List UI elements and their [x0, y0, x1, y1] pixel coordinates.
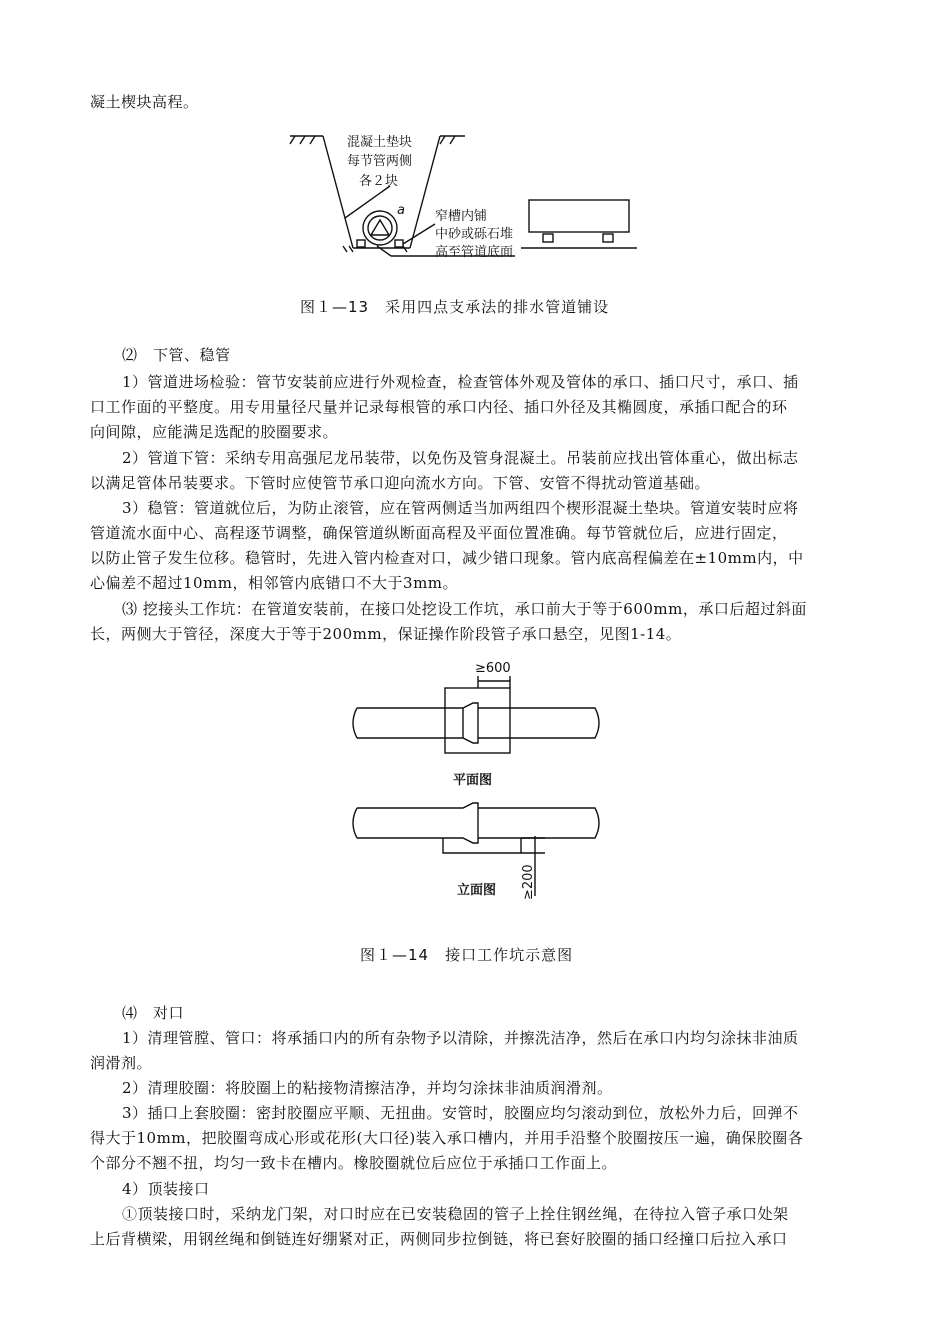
dimension-label: ≥600: [475, 661, 511, 676]
text-line: 上后背横梁，用钢丝绳和倒链连好绷紧对正，两侧同步拉倒链，将已套好胶圈的插口经撞口后拉入承口: [90, 1230, 788, 1248]
text-line: 管道流水面中心、高程逐节调整，确保管道纵断面高程及平面位置准确。每节管就位后，应进行固定，: [90, 524, 788, 542]
plan-view-label: 平面图: [453, 773, 493, 788]
fig13-label: 中砂或砾石堆: [435, 227, 514, 242]
text-line: 以满足管体吊装要求。下管时应使管节承口迎向流水方向。下管、安管不得扰动管道基础。: [90, 474, 711, 492]
text-line: 3）插口上套胶圈：密封胶圈应平顺、无扭曲。安管时，胶圈应均匀滚动到位，放松外力后，回弹不: [122, 1104, 799, 1122]
elevation-view-label: 立面图: [457, 883, 497, 898]
figure-caption: 图１—13 采用四点支承法的排水管道铺设: [300, 298, 610, 316]
text-line: 个部分不翘不扭，均匀一致卡在槽内。橡胶圈就位后应位于承插口工作面上。: [90, 1154, 618, 1172]
text-line: 4）顶装接口: [122, 1180, 210, 1198]
fig13-label: 每节管两侧: [347, 154, 413, 169]
text-line: 口工作面的平整度。用专用量径尺量并记录每根管的承口内径、插口外径及其椭圆度，承插口配合的环: [90, 398, 788, 416]
text-line: 得大于10mm，把胶圈弯成心形或花形(大口径)装入承口槽内，并用手沿整个胶圈按压一遍，确保胶圈各: [90, 1129, 804, 1147]
fig13-label: 高至管道底面: [435, 245, 514, 260]
text-line: 凝土楔块高程。: [90, 93, 199, 111]
text-line: 2）管道下管：采纳专用高强尼龙吊装带，以免伤及管身混凝土。吊装前应找出管体重心，做出标志: [122, 449, 799, 467]
text-line: 以防止管子发生位移。稳管时，先进入管内检查对口，减少错口现象。管内底高程偏差在±10mm内，中: [90, 549, 804, 567]
text-line: 2）清理胶圈：将胶圈上的粘接物清擦洁净，并均匀涂抹非油质润滑剂。: [122, 1079, 613, 1097]
text-line: 长，两侧大于管径，深度大于等于200mm，保证操作阶段管子承口悬空，见图1-14。: [90, 625, 682, 643]
fig13-label: 窄槽内铺: [435, 209, 488, 224]
text-line: 心偏差不超过10mm，相邻管内底错口不大于3mm。: [90, 574, 459, 592]
text-line: 1）管道进场检验：管节安装前应进行外观检查，检查管体外观及管体的承口、插口尺寸，承口、插: [122, 373, 799, 391]
fig13-label: 混凝土垫块: [347, 135, 413, 150]
figure-1-13: [285, 128, 645, 263]
text-line: 1）清理管膛、管口：将承插口内的所有杂物予以清除，并擦洗洁净，然后在承口内均匀涂抹非油质: [122, 1029, 799, 1047]
figure-1-14: [345, 648, 610, 908]
figure-caption: 图１—14 接口工作坑示意图: [360, 946, 574, 964]
text-line: ①顶装接口时，采纳龙门架，对口时应在已安装稳固的管子上拴住钢丝绳，在待拉入管子承口处架: [122, 1205, 789, 1223]
fig13-label: a: [397, 203, 405, 218]
text-line: 3）稳管：管道就位后，为防止滚管，应在管两侧适当加两组四个楔形混凝土垫块。管道安装时应将: [122, 499, 799, 517]
text-line: 润滑剂。: [90, 1054, 153, 1072]
text-line: ⑶ 挖接头工作坑：在管道安装前，在接口处挖设工作坑，承口前大于等于600mm，承口后超过斜面: [122, 600, 807, 618]
dimension-label: ≥200: [521, 864, 536, 900]
section-heading: ⑵ 下管、稳管: [122, 346, 231, 364]
fig13-label: 各２块: [359, 174, 399, 189]
section-heading: ⑷ 对口: [122, 1004, 185, 1022]
text-line: 向间隙，应能满足选配的胶圈要求。: [90, 423, 339, 441]
